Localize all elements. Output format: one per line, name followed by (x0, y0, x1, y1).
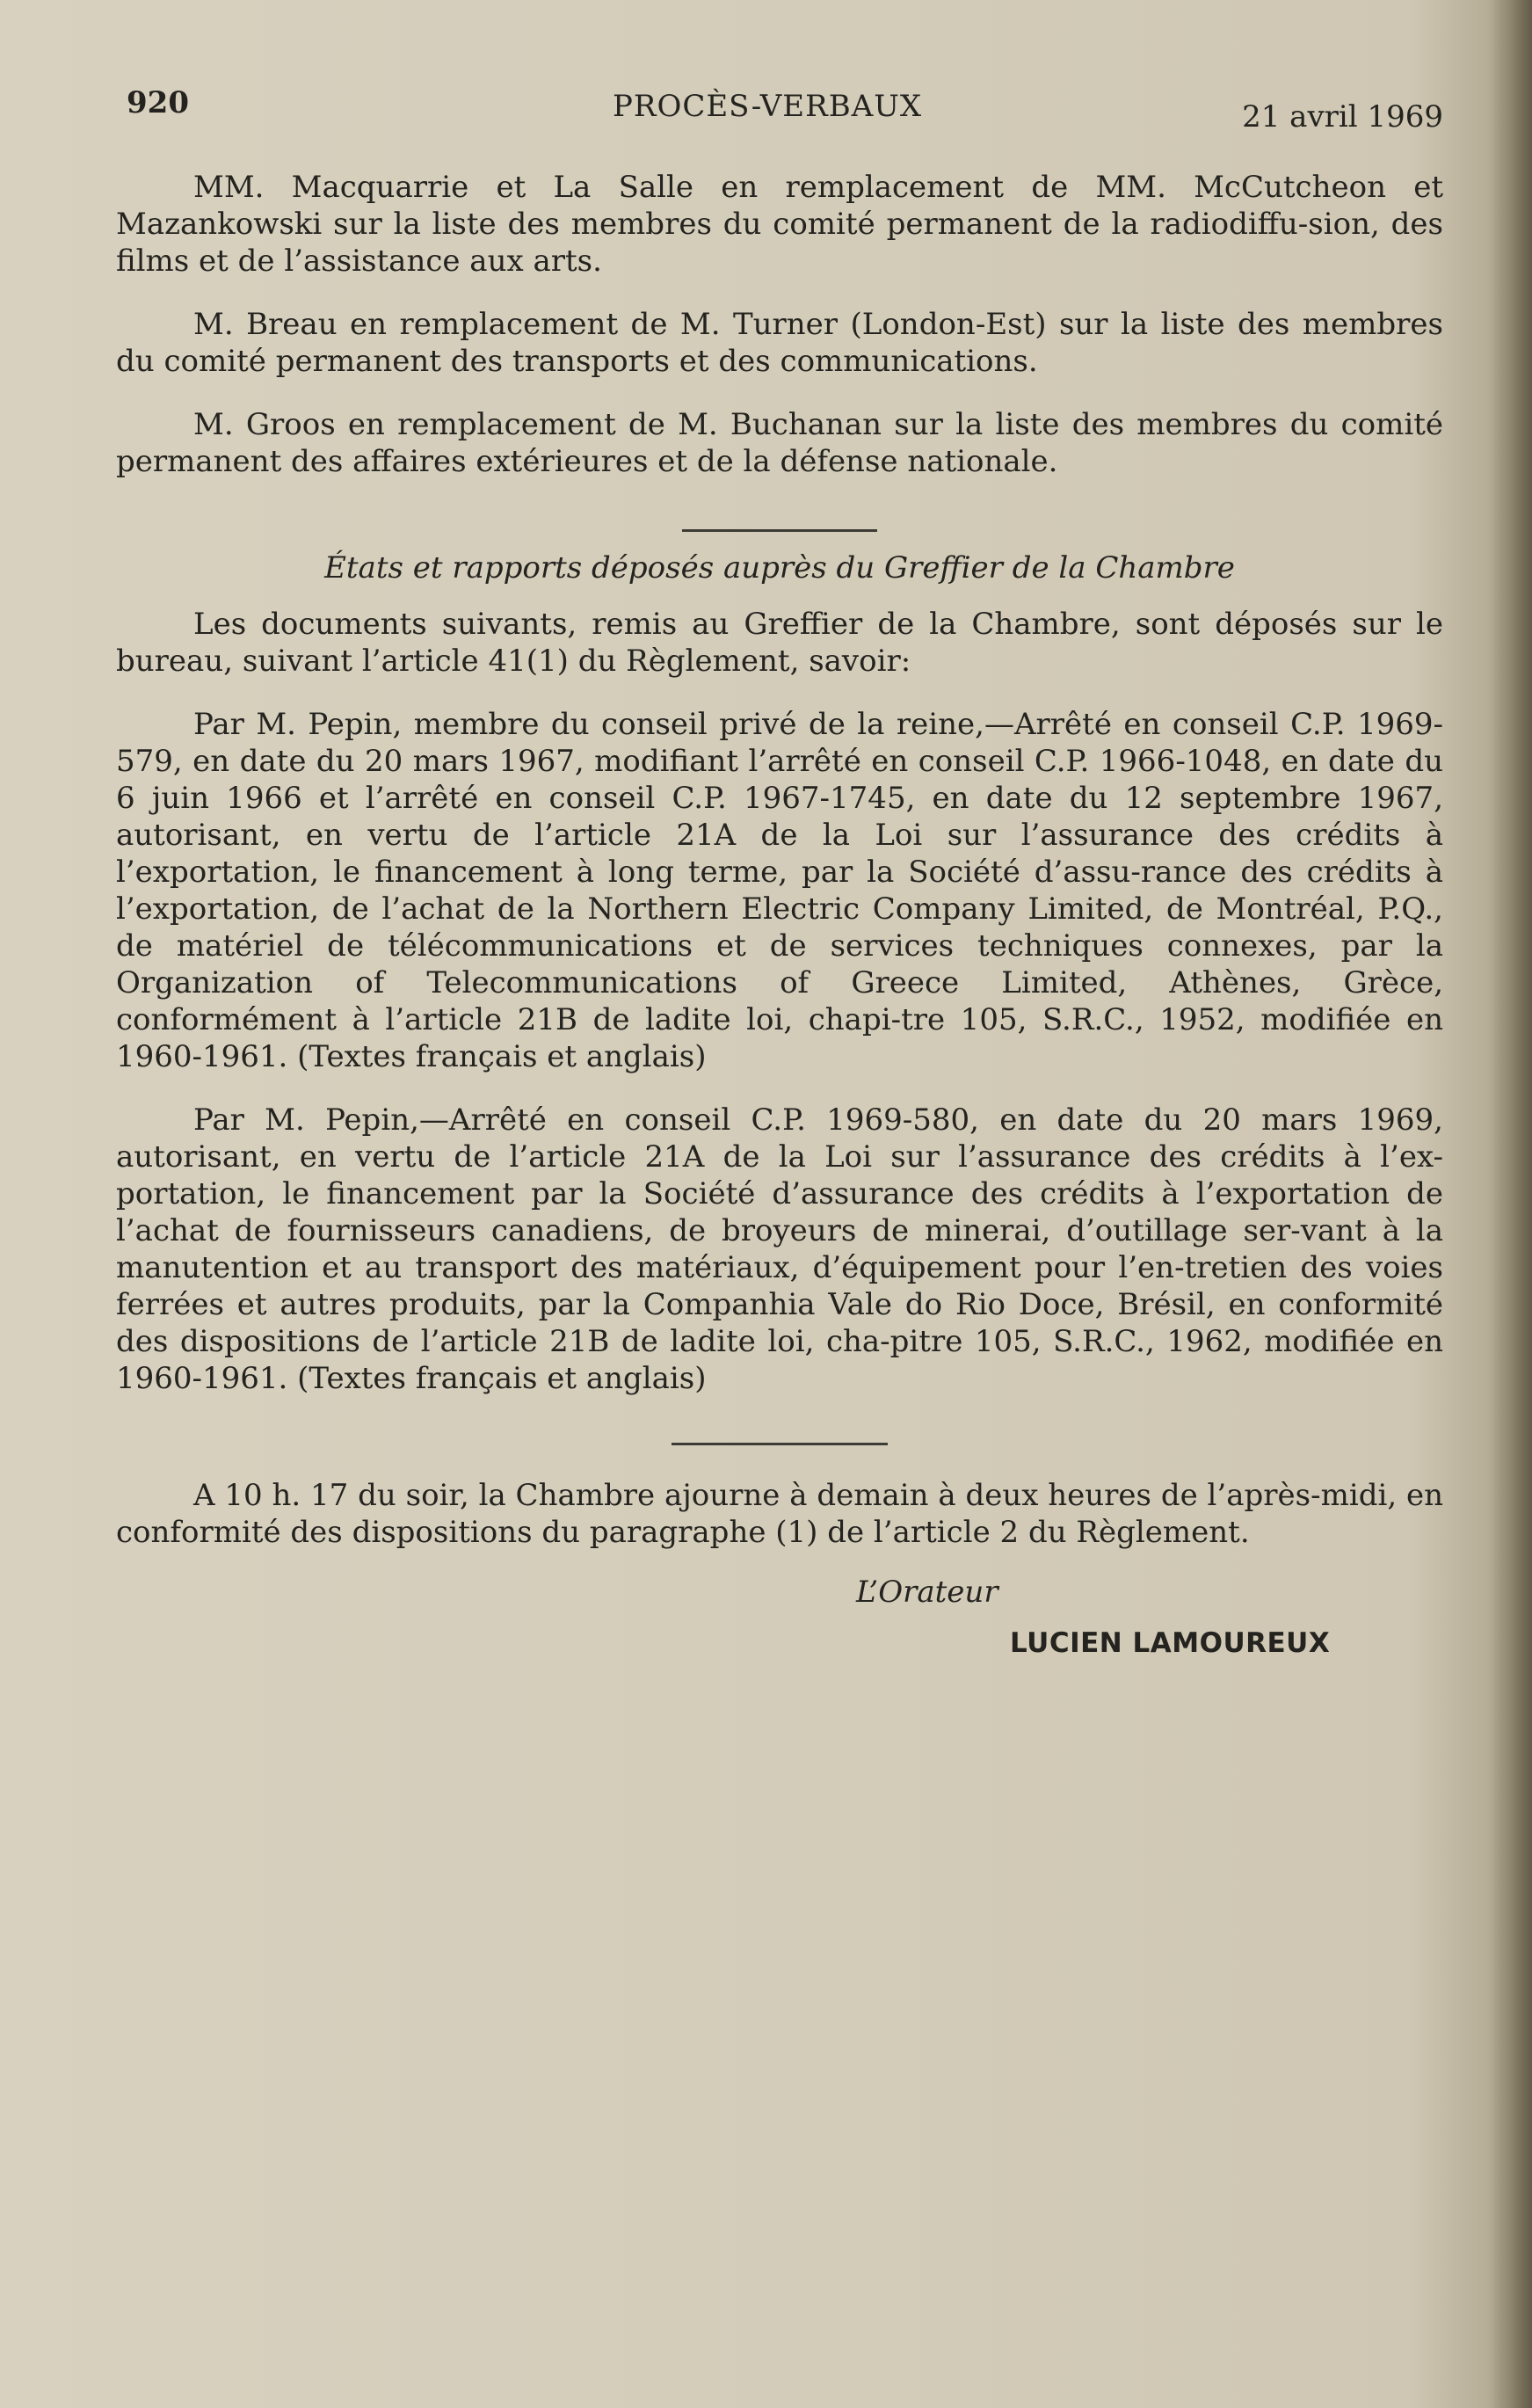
paragraph-committee-change-3: M. Groos en remplacement de M. Buchanan sur la liste des membres du comité permanent des affaires extérieures et de la défense nationale. (116, 407, 1443, 479)
page-edge-shadow (1492, 0, 1532, 2408)
page-header (116, 81, 1443, 144)
signature-block (116, 1574, 1443, 1679)
closing-divider (672, 1443, 888, 1445)
tabled-document-item-2: Par M. Pepin,—Arrêté en conseil C.P. 1969-580, en date du 20 mars 1969, autorisant, en vertu de l’article 21A de la Loi sur l’assurance des crédits à l’ex-portation, le financement par la Société d’assurance des crédits à l’exportation de l’achat de fournisseurs canadiens, de broyeurs de minerai, d’outillage ser-vant à la manutention et au transport des matériaux, d’équipement pour l’en-tretien des voies ferrées et autres produits, par la Companhia Vale do Rio Doce, Brésil, en conformité des dispositions de l’article 21B de ladite loi, cha-pitre 105, S.R.C., 1962, modifiée en 1960-1961. (Textes français et anglais) (116, 1102, 1443, 1396)
page-content (116, 81, 1443, 1679)
paragraph-committee-change-2: M. Breau en remplacement de M. Turner (London-Est) sur la liste des membres du comité permanent des transports et des communications. (116, 307, 1443, 379)
tabled-document-item-1: Par M. Pepin, membre du conseil privé de la reine,—Arrêté en conseil C.P. 1969-579, en date du 20 mars 1967, modifiant l’arrêté en conseil C.P. 1966-1048, en date du 6 juin 1966 et l’arrêté en conseil C.P. 1967-1745, en date du 12 septembre 1967, autorisant, en vertu de l’article 21A de la Loi sur l’assurance des crédits à l’exportation, le financement à long terme, par la Société d’assu-rance des crédits à l’exportation, de l’achat de la Northern Electric Company Limited, de Montréal, P.Q., de matériel de télécommunications et de services techniques connexes, par la Organization of Telecommunications of Greece Limited, Athènes, Grèce, conformément à l’article 21B de ladite loi, chapi-tre 105, S.R.C., 1952, modifiée en 1960-1961. (Textes français et anglais) (116, 707, 1443, 1074)
speaker-name: LUCIEN LAMOUREUX (1010, 1627, 1331, 1659)
running-title: PROCÈS-VERBAUX (613, 89, 923, 124)
paragraph-committee-change-1: MM. Macquarrie et La Salle en remplacement de MM. McCutcheon et Mazankowski sur la liste des membres du comité permanent de la radiodiffu-sion, des films et de l’assistance aux arts. (116, 170, 1443, 279)
page-number: 920 (127, 85, 189, 120)
section-divider (682, 529, 877, 532)
section-intro: Les documents suivants, remis au Greffier de la Chambre, sont déposés sur le bureau, suivant l’article 41(1) du Règlement, savoir: (116, 607, 1443, 679)
page-date: 21 avril 1969 (1242, 99, 1443, 135)
section-title: États et rapports déposés auprès du Greffier de la Chambre (324, 550, 1235, 586)
adjournment-text: A 10 h. 17 du soir, la Chambre ajourne à demain à deux heures de l’après-midi, en conformité des dispositions du paragraphe (1) de l’article 2 du Règlement. (116, 1478, 1443, 1550)
speaker-title: L’Orateur (856, 1575, 998, 1610)
